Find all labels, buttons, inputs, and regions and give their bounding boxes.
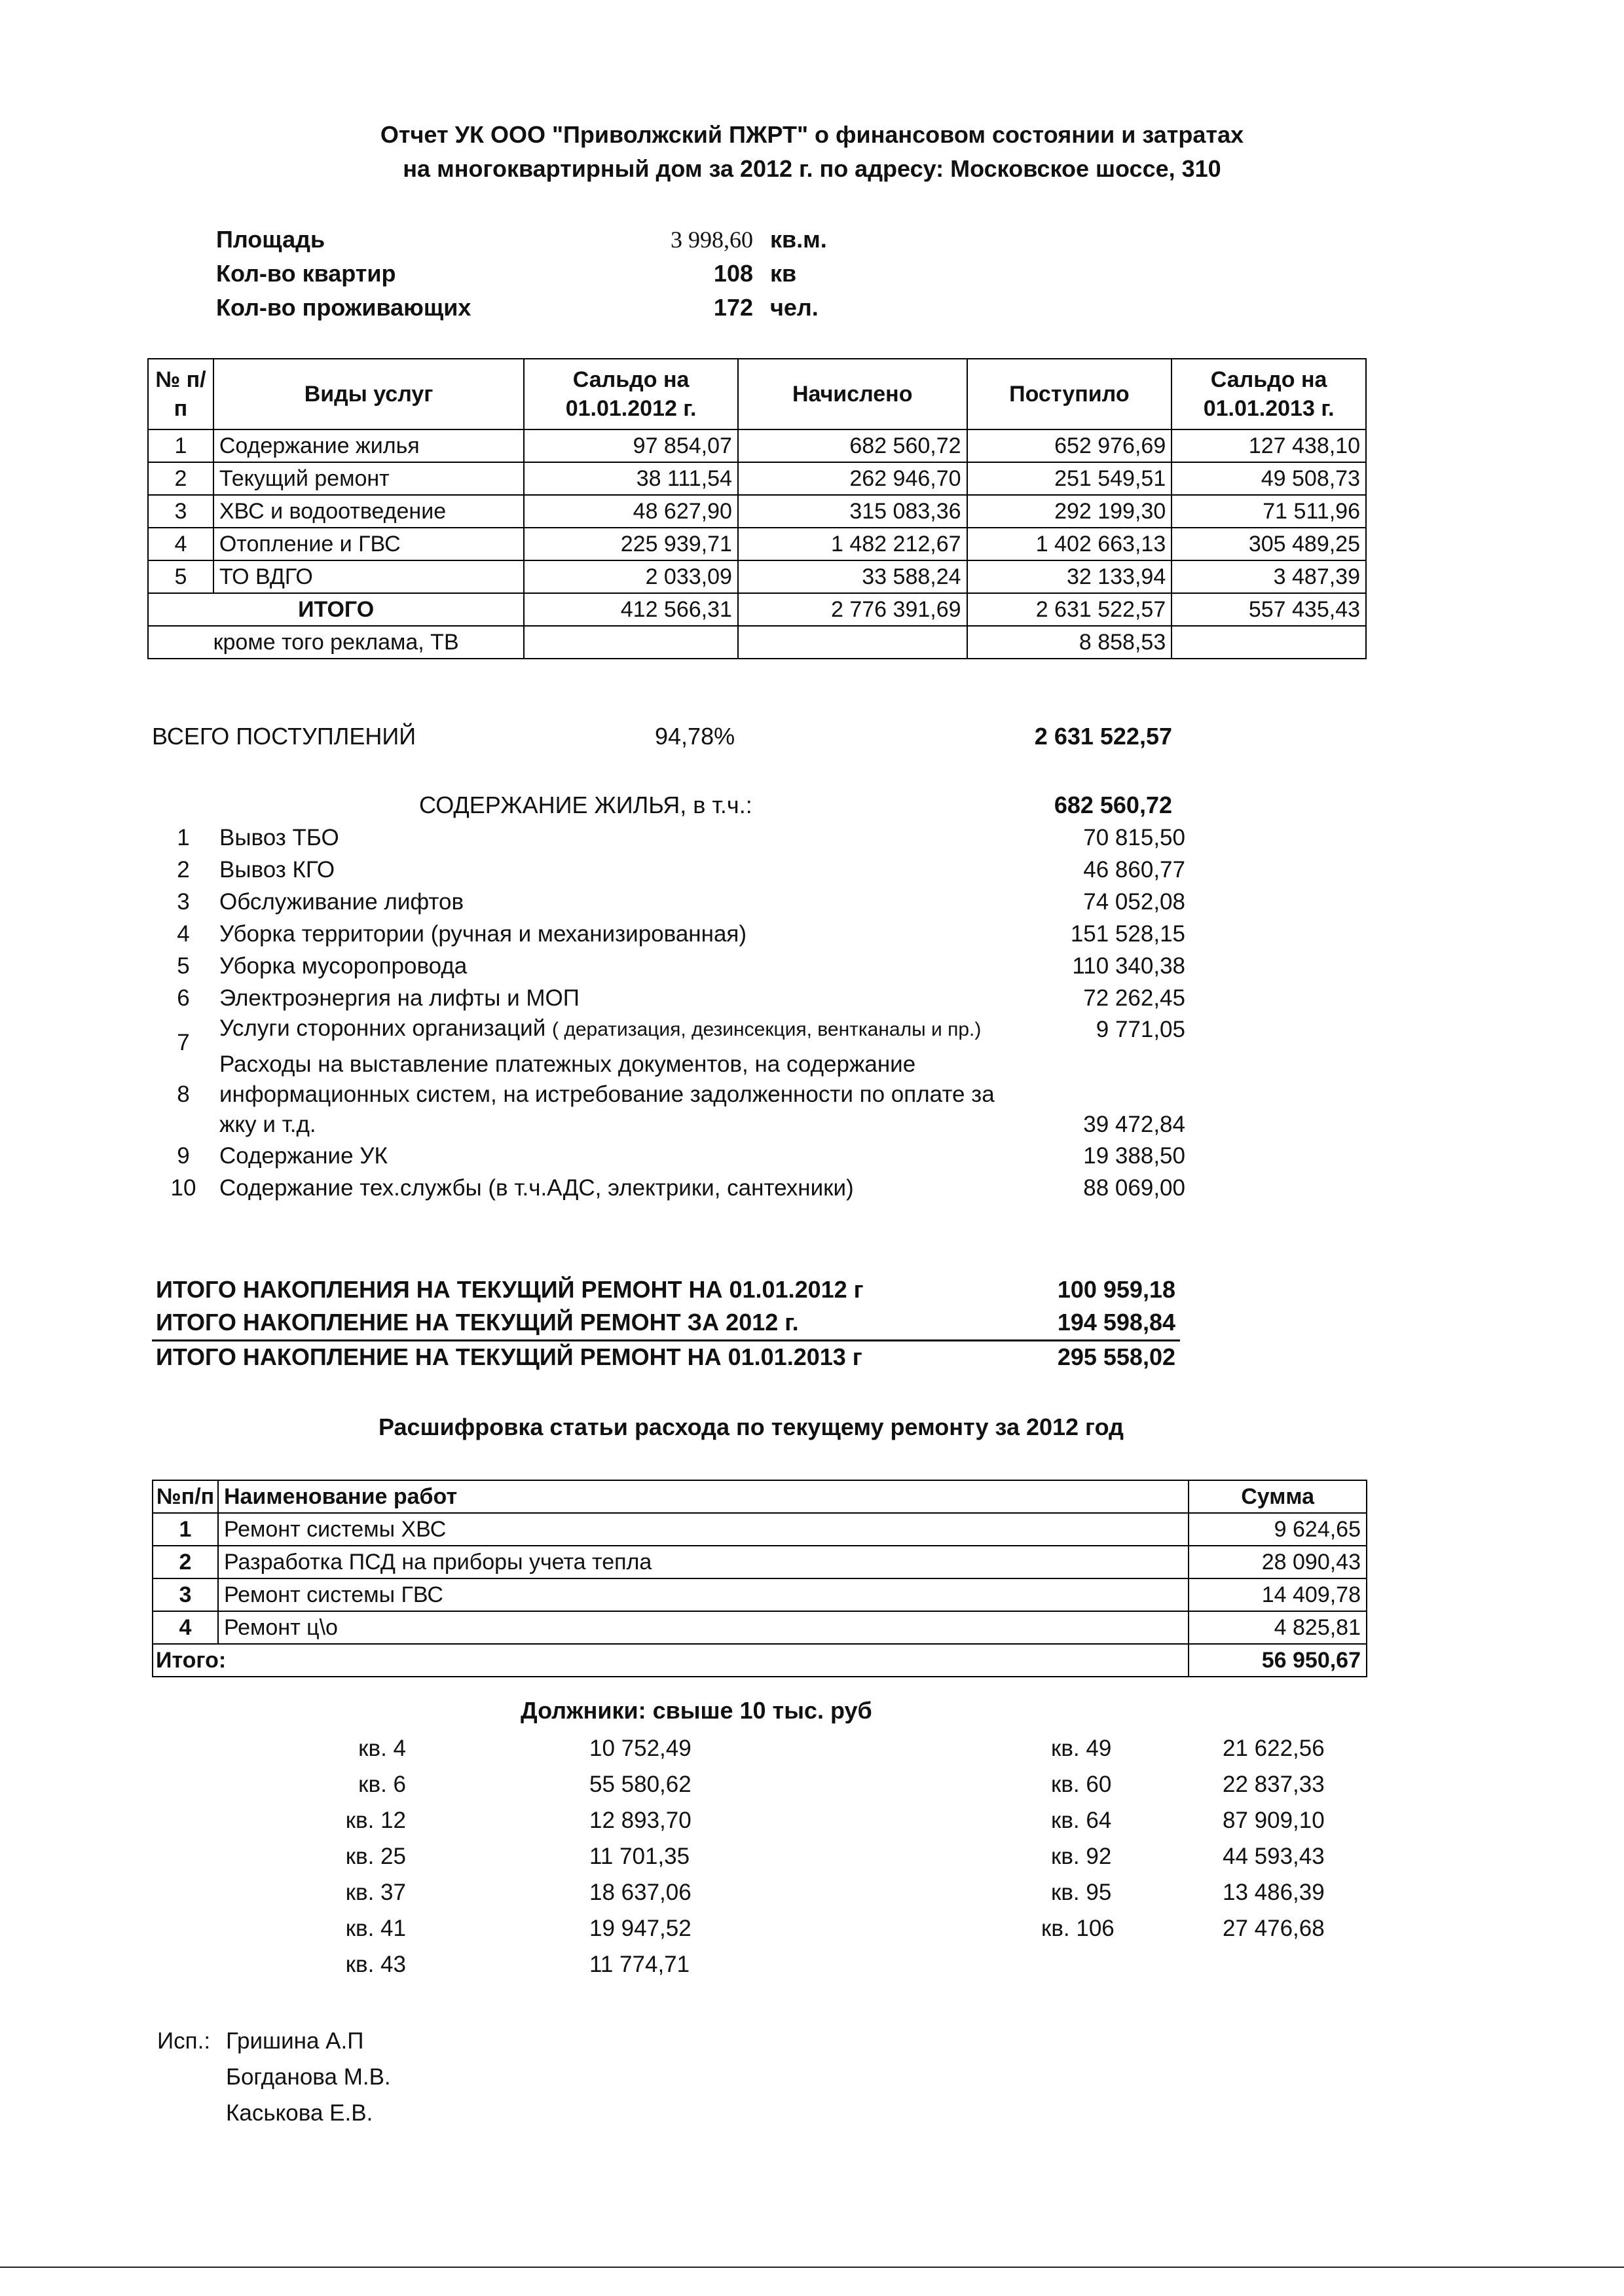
maintenance-list [164, 822, 1185, 1204]
executor-name: Гришина А.П [226, 2028, 364, 2054]
repair-table [152, 1480, 1367, 1677]
list-item: кв. 37 18 637,06 [345, 1880, 692, 1905]
list-item: 4 Уборка территории (ручная и механизированная) 151 528,15 [177, 921, 1185, 947]
total-receipts-label: ВСЕГО ПОСТУПЛЕНИЙ [152, 723, 416, 750]
debtors-left-list [327, 1730, 733, 1982]
debtors-heading: Должники: свыше 10 тыс. руб [521, 1697, 872, 1724]
bottom-edge-line [0, 2267, 1624, 2268]
list-item: кв. 4 10 752,49 [358, 1736, 692, 1761]
report-title [0, 118, 1624, 186]
list-item: кв. 49 21 622,56 [1051, 1736, 1325, 1761]
list-item: 5 Уборка мусоропровода 110 340,38 [177, 953, 1185, 979]
table-row: 5 ТО ВДГО 2 033,09 33 588,24 32 133,94 3 487,39 [148, 560, 1366, 593]
executor-name: Богданова М.В. [226, 2064, 391, 2090]
executors-list [226, 2023, 391, 2131]
maintenance-heading: СОДЕРЖАНИЕ ЖИЛЬЯ, в т.ч.: [419, 792, 752, 818]
list-item: кв. 106 27 476,68 [1041, 1916, 1325, 1941]
info-area: Площадь 3 998,60 кв.м. [216, 226, 827, 253]
list-item: 10 Содержание тех.службы (в т.ч.АДС, электрики, сантехники) 88 069,00 [170, 1175, 1185, 1201]
table-row: 1 Ремонт системы ХВС 9 624,65 [153, 1513, 1367, 1546]
col-accrued: Начислено [738, 359, 967, 429]
debtors-right-list [982, 1730, 1375, 1946]
list-item: 3 Обслуживание лифтов 74 052,08 [177, 889, 1185, 915]
col-received: Поступило [967, 359, 1172, 429]
list-item: 9 Содержание УК 19 388,50 [177, 1143, 1185, 1169]
total-receipts-percent: 94,78% [655, 723, 735, 750]
list-item: 6 Электроэнергия на лифты и МОП 72 262,45 [177, 985, 1185, 1011]
col-balance-end: Сальдо на 01.01.2013 г. [1172, 359, 1366, 429]
list-item: кв. 60 22 837,33 [1051, 1772, 1325, 1797]
table-row: 2 Текущий ремонт 38 111,54 262 946,70 251 549,51 49 508,73 [148, 462, 1366, 495]
col-balance-start: Сальдо на 01.01.2012 г. [524, 359, 738, 429]
list-item: 7 Услуги сторонних организаций ( дератизация, дезинсекция, вентканалы и пр.) 9 771,05 [177, 1015, 1185, 1055]
total-receipts-value: 2 631 522,57 [1034, 723, 1172, 750]
table-row: 4 Отопление и ГВС 225 939,71 1 482 212,67 1 402 663,13 305 489,25 [148, 528, 1366, 560]
list-item: 2 Вывоз КГО 46 860,77 [177, 857, 1185, 883]
repair-total-row: Итого: 56 950,67 [153, 1644, 1367, 1677]
report-title-line1: Отчет УК ООО "Приволжский ПЖРТ" о финансовом состоянии и затратах [380, 121, 1244, 148]
table-row: 3 Ремонт системы ГВС 14 409,78 [153, 1578, 1367, 1611]
list-item: кв. 6 55 580,62 [358, 1772, 692, 1797]
accumulation-2012-start-label: ИТОГО НАКОПЛЕНИЯ НА ТЕКУЩИЙ РЕМОНТ НА 01.01.2012 г [156, 1276, 864, 1303]
list-item: кв. 64 87 909,10 [1051, 1808, 1325, 1833]
accumulation-2012-value: 194 598,84 [1057, 1309, 1175, 1336]
list-item: кв. 43 11 774,71 [345, 1952, 690, 1977]
info-residents: Кол-во проживающих 172 чел. [216, 294, 819, 321]
accumulation-2013-start-label: ИТОГО НАКОПЛЕНИЕ НА ТЕКУЩИЙ РЕМОНТ НА 01.01.2013 г [156, 1343, 862, 1370]
accumulation-2012-start-value: 100 959,18 [1057, 1276, 1175, 1303]
report-title-line2: на многоквартирный дом за 2012 г. по адресу: Московское шоссе, 310 [403, 155, 1221, 182]
services-header-row [148, 359, 1366, 429]
repair-header-row: №п/п Наименование работ Сумма [153, 1480, 1367, 1513]
table-row: 2 Разработка ПСД на приборы учета тепла 28 090,43 [153, 1546, 1367, 1578]
col-service: Виды услуг [213, 359, 524, 429]
services-table [147, 358, 1367, 659]
maintenance-total: 682 560,72 [1054, 792, 1172, 818]
list-item: кв. 25 11 701,35 [345, 1844, 690, 1869]
info-apartments: Кол-во квартир 108 кв [216, 260, 797, 287]
list-item: 1 Вывоз ТБО 70 815,50 [177, 825, 1185, 850]
col-number: № п/п [148, 359, 213, 429]
executors-label: Исп.: [157, 2028, 211, 2054]
list-item: 8 Расходы на выставление платежных документов, на содержание информационных систем, на истребование задолженности по оплате за жку и т.д. 39 472,84 [177, 1051, 1185, 1137]
accumulation-2013-start-value: 295 558,02 [1057, 1343, 1175, 1370]
list-item: кв. 12 12 893,70 [345, 1808, 692, 1833]
table-row: 4 Ремонт ц\о 4 825,81 [153, 1611, 1367, 1644]
services-extra-row: кроме того реклама, ТВ 8 858,53 [148, 626, 1366, 659]
list-item: кв. 41 19 947,52 [345, 1916, 692, 1941]
list-item: кв. 92 44 593,43 [1051, 1844, 1325, 1869]
executor-name: Каськова Е.В. [226, 2100, 373, 2126]
list-item: кв. 95 13 486,39 [1051, 1880, 1325, 1905]
repair-heading: Расшифровка статьи расхода по текущему ремонту за 2012 год [378, 1413, 1124, 1440]
table-row: 1 Содержание жилья 97 854,07 682 560,72 652 976,69 127 438,10 [148, 429, 1366, 462]
table-row: 3 ХВС и водоотведение 48 627,90 315 083,36 292 199,30 71 511,96 [148, 495, 1366, 528]
services-total-row: ИТОГО 412 566,31 2 776 391,69 2 631 522,57 557 435,43 [148, 593, 1366, 626]
building-info [216, 223, 871, 325]
accumulation-2012-label: ИТОГО НАКОПЛЕНИЕ НА ТЕКУЩИЙ РЕМОНТ ЗА 2012 г. [156, 1309, 799, 1336]
